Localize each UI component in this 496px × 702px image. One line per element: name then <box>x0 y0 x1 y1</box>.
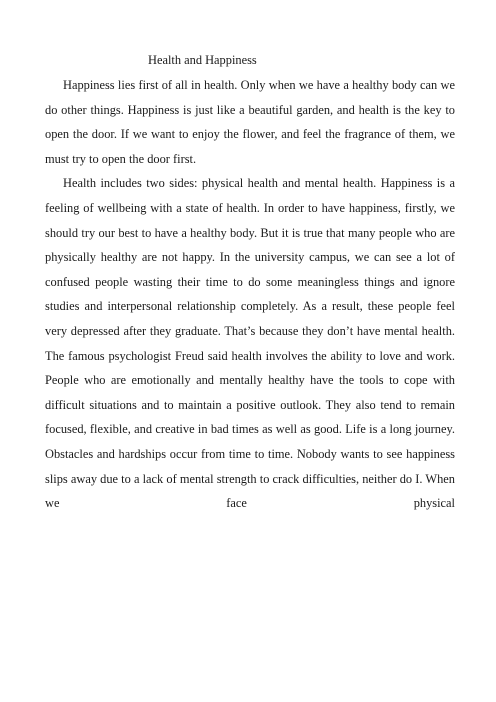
paragraph-2: Health includes two sides: physical health and mental health. Happiness is a feeling of wellbeing with a state of health. In order to have happiness, firstly, we should try our best to have a healthy body. But it is true that many people who are physically healthy are not happy. In the university campus, we can see a lot of confused people wasting their time to do some meaningless things and ignore studies and interpersonal relationship completely. As a result, these people feel very depressed after they graduate. That’s because they don’t have mental health. The famous psychologist Freud said health involves the ability to love and work. People who are emotionally and mentally healthy have the tools to cope with difficult situations and to maintain a positive outlook. They also tend to remain focused, flexible, and creative in bad times as well as good. Life is a long journey. Obstacles and hardships occur from time to time. Nobody wants to see happiness slips away due to a lack of mental strength to crack difficulties, neither do I. When we face physical <box>45 176 455 511</box>
paragraph-1: Happiness lies first of all in health. Only when we have a healthy body can we do other things. Happiness is just like a beautiful garden, and health is the key to open the door. If we want to enjoy the flower, and feel the fragrance of them, we must try to open the door first. <box>45 78 455 166</box>
document-title: Health and Happiness <box>148 53 257 67</box>
document-page <box>45 52 455 516</box>
